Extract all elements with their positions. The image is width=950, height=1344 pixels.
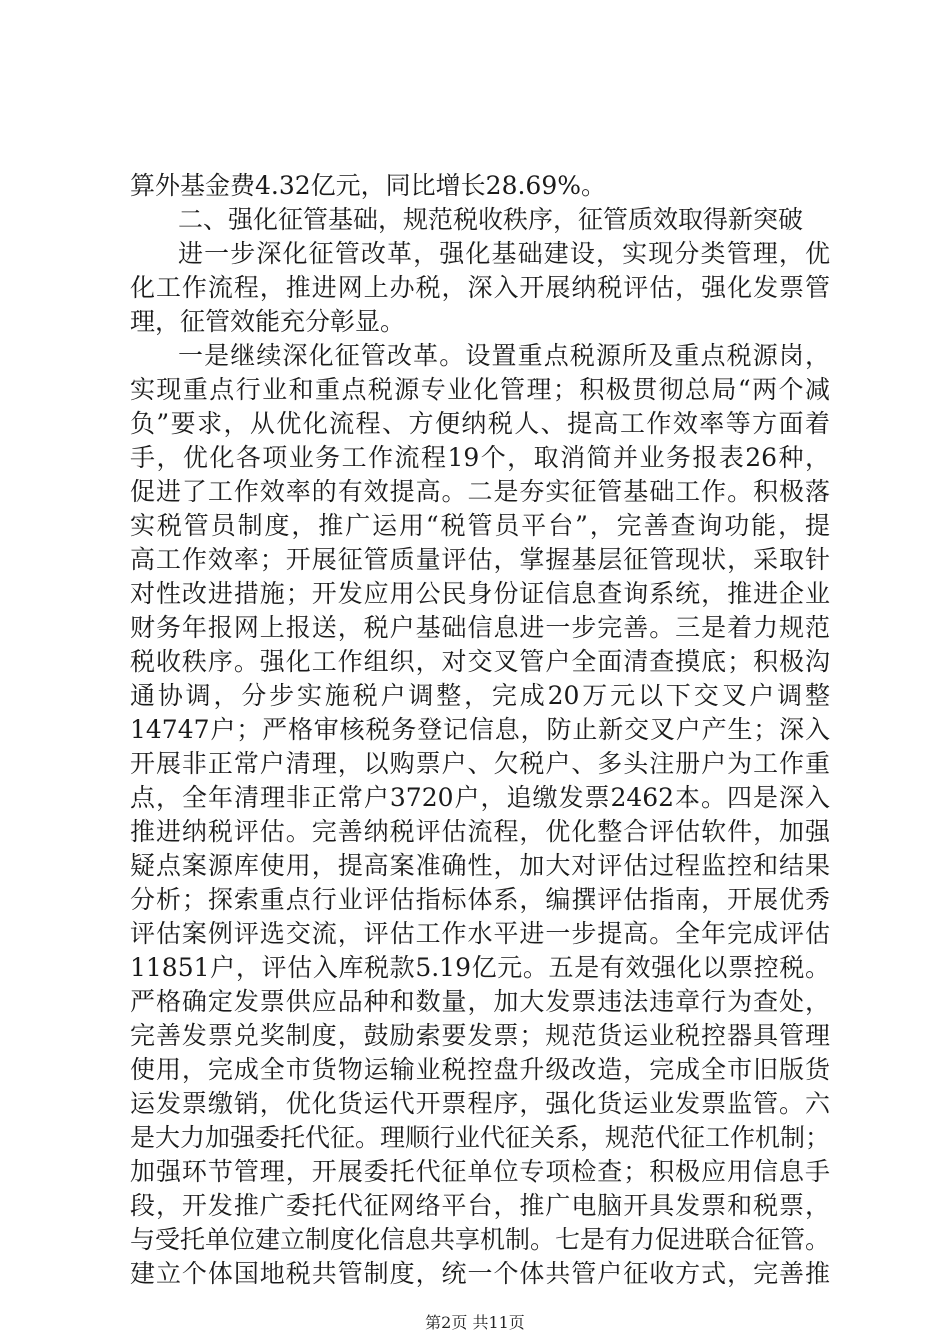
body-text-line: 是大力加强委托代征。理顺行业代征关系，规范代征工作机制； <box>130 1123 830 1152</box>
body-text-line: 实税管员制度，推广运用“税管员平台”，完善查询功能，提 <box>130 511 830 540</box>
body-text-line: 税收秩序。强化工作组织，对交叉管户全面清查摸底；积极沟 <box>130 647 830 676</box>
body-text-line: 完善发票兑奖制度，鼓励索要发票；规范货运业税控器具管理 <box>130 1021 830 1050</box>
body-text-line: 手，优化各项业务工作流程19个，取消简并业务报表26种， <box>130 443 830 472</box>
body-text-line: 化工作流程，推进网上办税，深入开展纳税评估，强化发票管 <box>130 273 830 302</box>
body-text-line: 开展非正常户清理，以购票户、欠税户、多头注册户为工作重 <box>130 749 830 778</box>
body-text-line: 理，征管效能充分彰显。 <box>130 307 406 336</box>
body-text-line: 财务年报网上报送，税户基础信息进一步完善。三是着力规范 <box>130 613 830 642</box>
body-text-line: 加强环节管理，开展委托代征单位专项检查；积极应用信息手 <box>130 1157 830 1186</box>
body-text-line: 通协调，分步实施税户调整，完成20万元以下交叉户调整 <box>130 681 830 710</box>
body-text-line: 严格确定发票供应品种和数量，加大发票违法违章行为查处， <box>130 987 830 1016</box>
section-heading: 二、强化征管基础，规范税收秩序，征管质效取得新突破 <box>178 205 804 234</box>
body-text-line: 疑点案源库使用，提高案准确性，加大对评估过程监控和结果 <box>130 851 830 880</box>
body-text-line: 建立个体国地税共管制度，统一个体共管户征收方式，完善推 <box>130 1259 830 1288</box>
body-text-line: 一是继续深化征管改革。设置重点税源所及重点税源岗， <box>178 341 830 370</box>
body-text-line: 段，开发推广委托代征网络平台，推广电脑开具发票和税票， <box>130 1191 830 1220</box>
body-text-line: 对性改进措施；开发应用公民身份证信息查询系统，推进企业 <box>130 579 830 608</box>
body-text-line: 点，全年清理非正常户3720户，追缴发票2462本。四是深入 <box>130 783 830 812</box>
body-text-line: 推进纳税评估。完善纳税评估流程，优化整合评估软件，加强 <box>130 817 830 846</box>
body-text-line: 负”要求，从优化流程、方便纳税人、提高工作效率等方面着 <box>130 409 830 438</box>
body-text-line: 进一步深化征管改革，强化基础建设，实现分类管理，优 <box>178 239 830 268</box>
body-text-line: 分析；探索重点行业评估指标体系，编撰评估指南，开展优秀 <box>130 885 830 914</box>
body-text-line: 高工作效率；开展征管质量评估，掌握基层征管现状，采取针 <box>130 545 830 574</box>
body-text-line: 运发票缴销，优化货运代开票程序，强化货运业发票监管。六 <box>130 1089 830 1118</box>
body-text-line: 实现重点行业和重点税源专业化管理；积极贯彻总局“两个减 <box>130 375 830 404</box>
body-text-line: 使用，完成全市货物运输业税控盘升级改造，完成全市旧版货 <box>130 1055 830 1084</box>
body-text-line: 促进了工作效率的有效提高。二是夯实征管基础工作。积极落 <box>130 477 830 506</box>
page-number-footer: 第2页 共11页 <box>425 1313 525 1332</box>
body-text-line: 与受托单位建立制度化信息共享机制。七是有力促进联合征管。 <box>130 1225 830 1254</box>
body-text-line: 评估案例评选交流，评估工作水平进一步提高。全年完成评估 <box>130 919 830 948</box>
body-text-line: 11851户，评估入库税款5.19亿元。五是有效强化以票控税。 <box>130 953 830 982</box>
body-text-line: 14747户；严格审核税务登记信息，防止新交叉户产生；深入 <box>130 715 830 744</box>
body-text-line: 算外基金费4.32亿元，同比增长28.69%。 <box>130 171 606 200</box>
